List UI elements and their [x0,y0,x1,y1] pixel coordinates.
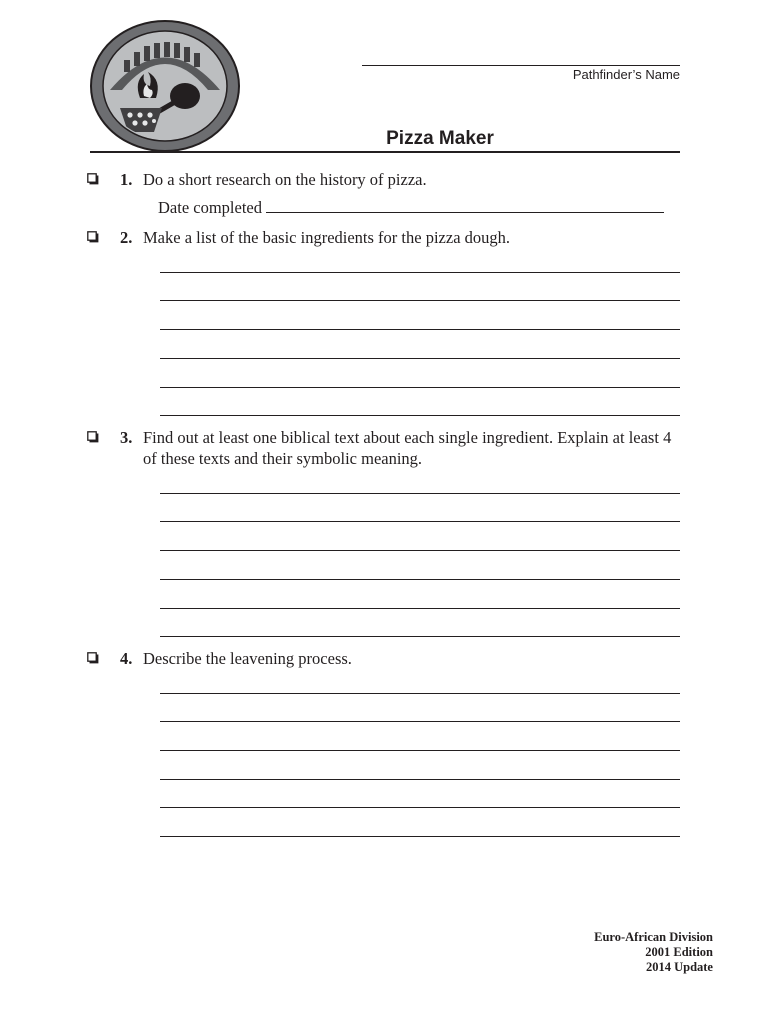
answer-line[interactable] [160,300,680,301]
answer-line[interactable] [160,329,680,330]
answer-line[interactable] [160,636,680,637]
checkbox-icon[interactable] [87,652,99,664]
question-number: 4. [120,649,133,668]
page-title: Pizza Maker [386,128,494,149]
answer-line[interactable] [160,550,680,551]
footer-update: 2014 Update [645,960,713,974]
date-completed-field[interactable] [266,198,664,213]
question-number: 1. [120,170,133,189]
answer-line[interactable] [160,807,680,808]
answer-line[interactable] [160,693,680,694]
question-text: Describe the leavening process. [143,649,352,668]
answer-line[interactable] [160,579,680,580]
answer-line[interactable] [160,387,680,388]
pathfinder-name-label: Pathfinder’s Name [572,67,680,82]
answer-line[interactable] [160,608,680,609]
answer-line[interactable] [160,521,680,522]
question-number: 2. [120,228,133,247]
title-rule [90,151,680,153]
answer-line[interactable] [160,272,680,273]
answer-line[interactable] [160,836,680,837]
question-number: 3. [120,428,133,447]
footer-edition: 2001 Edition [645,945,713,959]
checkbox-icon[interactable] [87,231,99,243]
question-text: Make a list of the basic ingredients for the pizza dough. [143,228,511,247]
checkbox-icon[interactable] [87,431,99,443]
answer-line[interactable] [160,721,680,722]
answer-line[interactable] [160,493,680,494]
question-text: Do a short research on the history of pizza. [143,170,427,189]
date-completed-label: Date completed [158,198,262,217]
question-text: Find out at least one biblical text about each single ingredient. Explain at least 4 of these texts and their symbolic meaning. [143,428,672,468]
answer-line[interactable] [160,358,680,359]
checkbox-icon[interactable] [87,173,99,185]
answer-line[interactable] [160,750,680,751]
footer-division: Euro-African Division [594,930,713,944]
footer-edition-info [594,930,713,975]
answer-line[interactable] [160,415,680,416]
pizza-maker-badge-icon [90,20,240,152]
answer-line[interactable] [160,779,680,780]
pathfinder-name-line[interactable] [362,65,680,66]
date-completed-row [158,197,664,218]
